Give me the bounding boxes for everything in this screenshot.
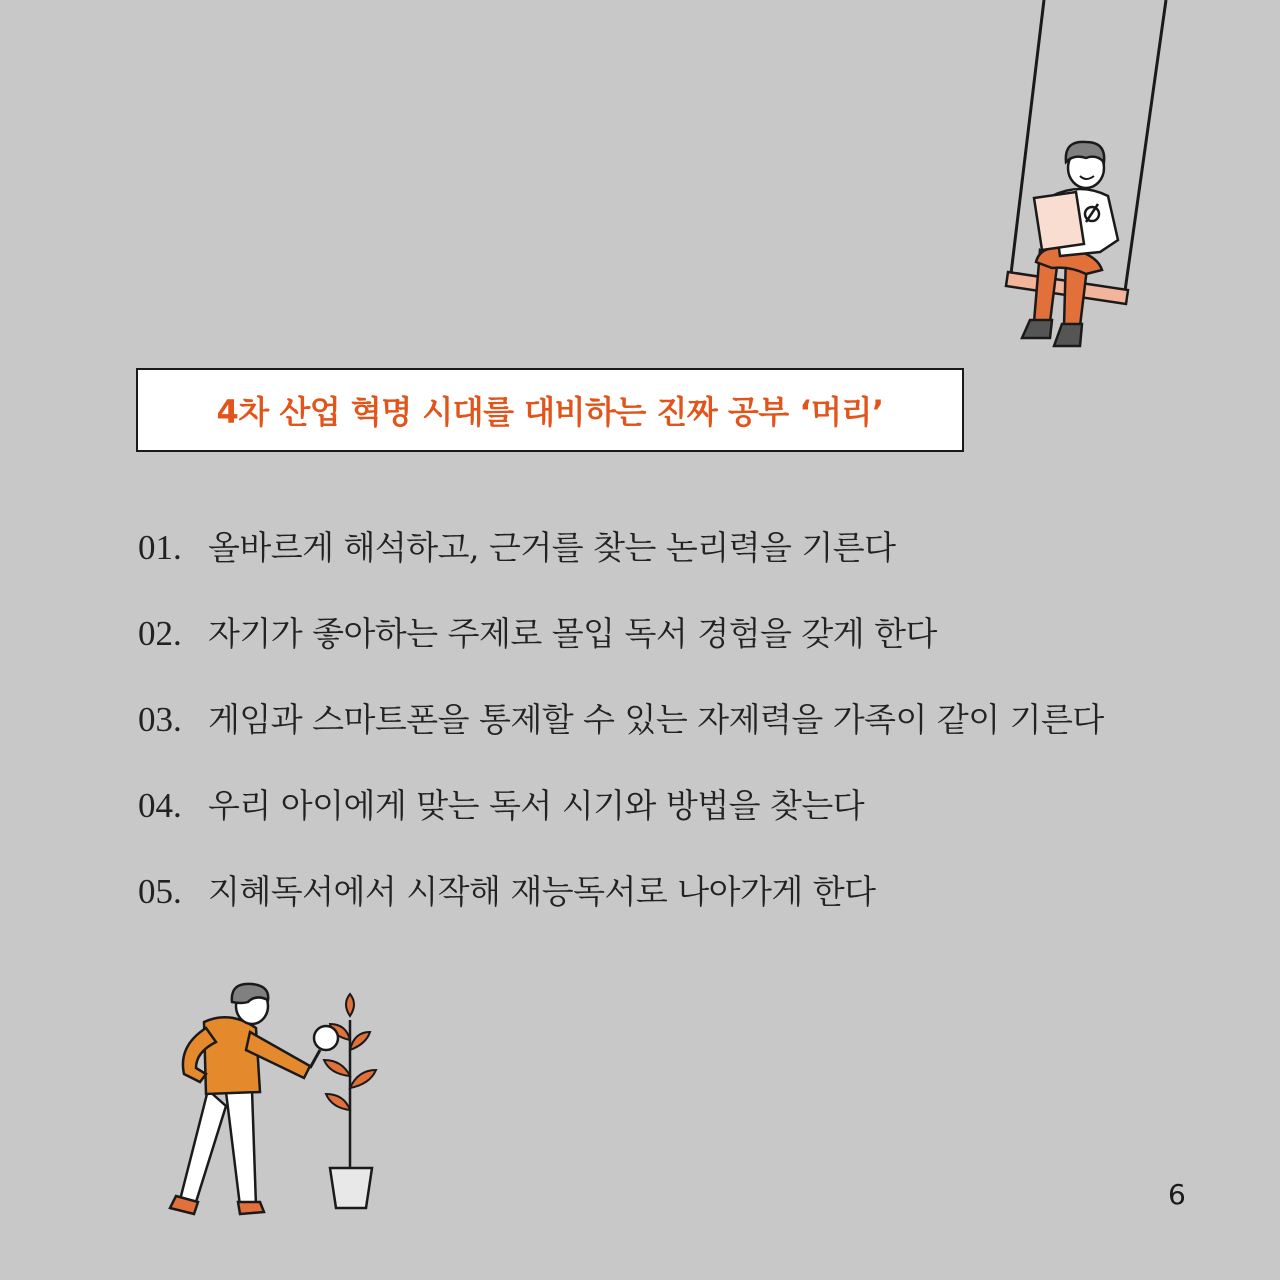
- list-item: [138, 694, 1104, 780]
- section-title: 4차 산업 혁명 시대를 대비하는 진짜 공부 ‘머리’: [216, 393, 884, 431]
- item-text: 자기가 좋아하는 주제로 몰입 독서 경험을 갖게 한다: [208, 614, 937, 653]
- item-number: 05.: [138, 872, 182, 911]
- list-item: [138, 780, 1104, 866]
- tips-list: [138, 522, 1104, 952]
- page-number: 6: [1168, 1178, 1186, 1211]
- item-text: 게임과 스마트폰을 통제할 수 있는 자제력을 가족이 같이 기른다: [208, 700, 1104, 739]
- title-box: [136, 368, 964, 452]
- item-text: 우리 아이에게 맞는 독서 시기와 방법을 찾는다: [208, 786, 865, 825]
- list-item: [138, 866, 1104, 952]
- item-text: 지혜독서에서 시작해 재능독서로 나아가게 한다: [208, 872, 876, 911]
- list-item: [138, 522, 1104, 608]
- item-number: 02.: [138, 614, 182, 653]
- item-number: 04.: [138, 786, 182, 825]
- man-on-swing-illustration: [1000, 0, 1180, 360]
- item-text: 올바르게 해석하고, 근거를 찾는 논리력을 기른다: [208, 528, 896, 567]
- man-with-magnifier-illustration: [160, 980, 390, 1220]
- item-number: 03.: [138, 700, 182, 739]
- item-number: 01.: [138, 528, 182, 567]
- list-item: [138, 608, 1104, 694]
